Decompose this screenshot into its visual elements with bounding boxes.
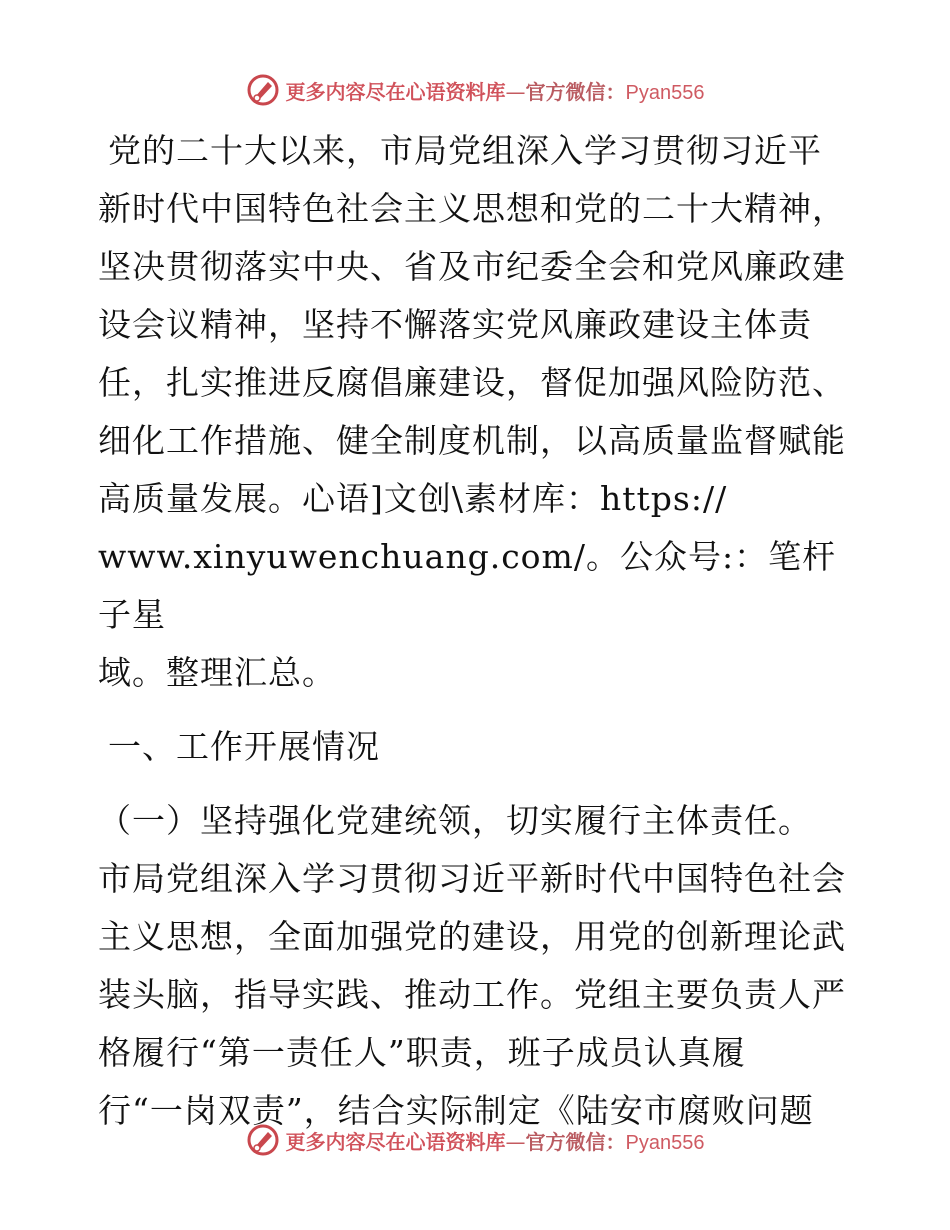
- watermark-main-text: 更多内容尽在心语资料库: [285, 79, 506, 104]
- watermark-dash: —: [505, 1129, 526, 1154]
- document-body: [98, 122, 858, 1140]
- intro-line: 党的二十大以来，市局党组深入学习贯彻习近平: [108, 131, 822, 170]
- section-line: 行“一岗双责”，结合实际制定《陆安市腐败问题: [98, 1091, 814, 1130]
- intro-line: 域。整理汇总。: [98, 653, 336, 692]
- section-line: 装头脑，指导实践、推动工作。党组主要负责人严: [98, 975, 846, 1014]
- watermark-text: [286, 1126, 705, 1155]
- watermark-dash: —: [505, 79, 526, 104]
- watermark-wechat-label: 官方微信：: [525, 1129, 626, 1154]
- intro-line: 设会议精神，坚持不懈落实党风廉政建设主体责: [98, 305, 812, 344]
- section-line: 主义思想，全面加强党的建设，用党的创新理论武: [98, 917, 846, 956]
- watermark-wechat-label: 官方微信：: [525, 79, 626, 104]
- watermark-banner-top: [0, 70, 950, 110]
- watermark-wechat-id: Pyan556: [625, 81, 705, 104]
- section-heading: 一、工作开展情况: [108, 727, 380, 766]
- section-line: （一）坚持强化党建统领，切实履行主体责任。: [98, 801, 812, 840]
- pen-nib-logo-icon: [246, 1123, 280, 1157]
- section-paragraph: [98, 792, 858, 1140]
- watermark-main-text: 更多内容尽在心语资料库: [285, 1129, 506, 1154]
- intro-line: 坚决贯彻落实中央、省及市纪委全会和党风廉政建: [98, 247, 846, 286]
- section-line: 格履行“第一责任人”职责，班子成员认真履: [98, 1033, 746, 1072]
- watermark-wechat-id: Pyan556: [625, 1131, 705, 1154]
- watermark-banner-bottom: [0, 1120, 950, 1160]
- intro-paragraph: [98, 122, 858, 702]
- intro-line: 任，扎实推进反腐倡廉建设，督促加强风险防范、: [98, 363, 846, 402]
- section-line: 市局党组深入学习贯彻习近平新时代中国特色社会: [98, 859, 846, 898]
- intro-line: 新时代中国特色社会主义思想和党的二十大精神，: [98, 189, 846, 228]
- watermark-text: [286, 76, 705, 105]
- intro-line: 高质量发展。心语]文创\素材库：https://: [98, 479, 728, 518]
- intro-line: 细化工作措施、健全制度机制，以高质量监督赋能: [98, 421, 846, 460]
- pen-nib-logo-icon: [246, 73, 280, 107]
- intro-line: www.xinyuwenchuang.com/。公众号:：笔杆子星: [98, 537, 837, 634]
